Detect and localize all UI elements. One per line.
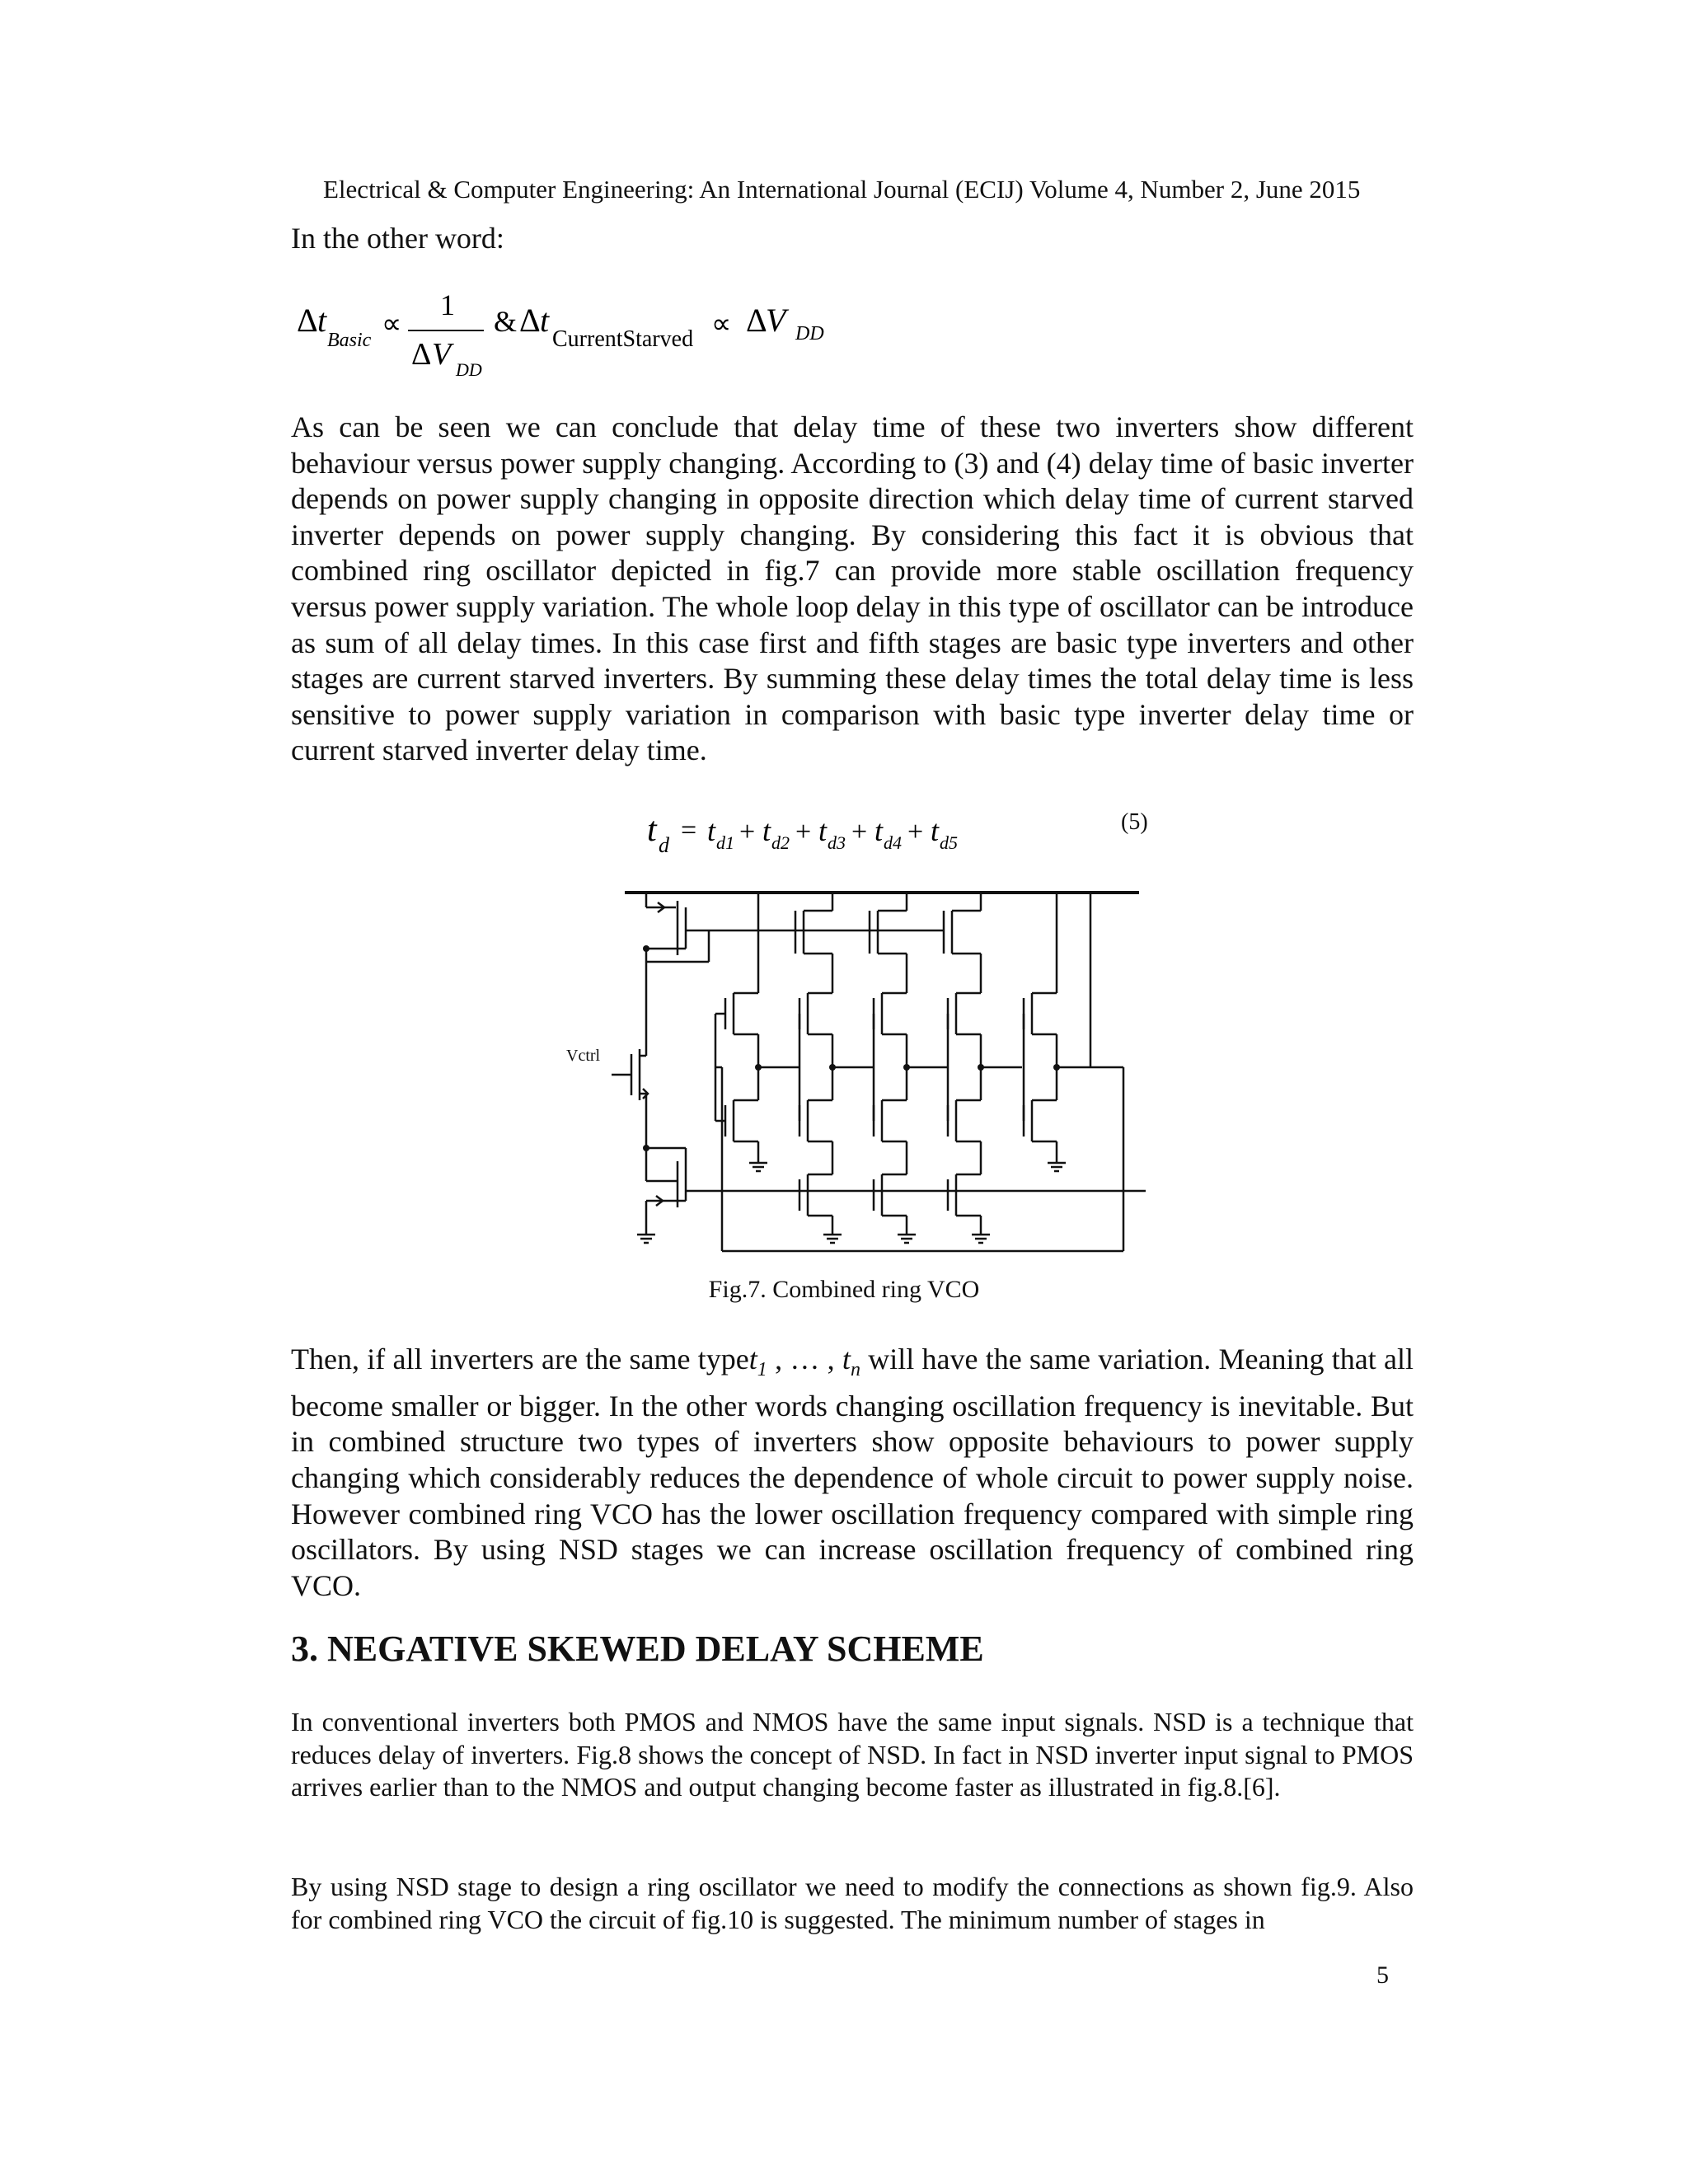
page-number: 5 — [1376, 1961, 1389, 1989]
eq2-term-1-t: t — [707, 814, 716, 847]
eq2-term-3-sub: d3 — [828, 832, 846, 853]
tn-subscript: n — [850, 1359, 860, 1381]
paragraph-2-ellipsis: , … , — [767, 1343, 842, 1376]
section-heading: 3. NEGATIVE SKEWED DELAY SCHEME — [291, 1629, 984, 1669]
eq1-numerator: 1 — [440, 290, 455, 321]
paragraph-2-part-2: will have the same variation. Meaning that all become smaller or bigger. In the other words changing oscillation frequency is inevitable. But in combined structure two types of inverters show opposite behaviours to power supply changing which considerably reduces the dependence of whole circuit to power supply noise. However combined ring VCO has the lower oscillation frequency compared with simple ring oscillators. By using NSD stages we can increase oscillation frequency of combined ring VCO. — [291, 1343, 1414, 1602]
t1-subscript: 1 — [757, 1359, 767, 1381]
eq2-plus-3: + — [851, 817, 868, 847]
figure-caption: Fig.7. Combined ring VCO — [708, 1276, 980, 1303]
inverter-stage-1 — [715, 893, 799, 1156]
eq2-term-4-sub: d4 — [884, 832, 902, 853]
eq2-term-3-t: t — [818, 814, 828, 847]
eq1-delta-2: Δ — [519, 302, 541, 339]
eq2-term-2-t: t — [762, 814, 771, 847]
eq2-lhs: t — [647, 811, 657, 849]
eq1-den-v: V — [432, 337, 452, 372]
eq2-term-4-t: t — [874, 814, 884, 847]
paragraph-4: By using NSD stage to design a ring oscillator we need to modify the connections as shown fig.9. Also for combined ring VCO the circuit of fig.10 is suggested. The minimum number of stages in — [291, 1872, 1414, 1934]
eq2-equals: = — [681, 815, 697, 846]
paragraph-3: In conventional inverters both PMOS and NMOS have the same input signals. NSD is a technique that reduces delay of inverters. Fig.8 shows the concept of NSD. In fact in NSD inverter input signal to PMOS arrives earlier than to the NMOS and output changing become faster as illustrated in fig.8.[6]. — [291, 1707, 1414, 1802]
eq1-amp: & — [494, 305, 518, 338]
equation-number: (5) — [1121, 809, 1148, 835]
eq1-delta: Δ — [297, 302, 318, 339]
eq1-den-delta: Δ — [411, 337, 432, 372]
vctrl-nmos-transistor — [612, 981, 648, 1148]
eq2-plus-2: + — [795, 817, 812, 847]
inverter-stage-2 — [795, 893, 874, 1228]
inverter-stage-4 — [944, 893, 1022, 1228]
bias-pmos-transistor — [646, 893, 709, 981]
tn-symbol: t — [842, 1343, 851, 1376]
inverter-stage-5 — [1024, 893, 1090, 1156]
eq1-delta-3: Δ — [746, 302, 767, 339]
paragraph-2 — [291, 1342, 1414, 1604]
eq2-term-5-t: t — [931, 814, 940, 847]
vctrl-label: Vctrl — [566, 1047, 601, 1065]
eq1-cs-sub: CurrentStarved — [552, 326, 694, 352]
eq1-den-dd: DD — [456, 359, 482, 380]
lead-in-text: In the other word: — [291, 222, 504, 255]
t1-symbol: t — [748, 1343, 757, 1376]
equation-1 — [293, 290, 870, 381]
eq1-t-2: t — [540, 302, 550, 339]
running-header: Electrical & Computer Engineering: An International Journal (ECIJ) Volume 4, Number 2, June 2015 — [323, 175, 1361, 204]
paragraph-2-part-1: Then, if all inverters are the same type — [291, 1343, 749, 1376]
eq1-dd-sub: DD — [795, 323, 824, 344]
eq1-v: V — [766, 302, 786, 339]
eq2-term-5-sub: d5 — [940, 832, 958, 853]
eq2-term-2-sub: d2 — [771, 832, 790, 853]
eq2-term-1-sub: d1 — [716, 832, 734, 853]
eq1-prop-2: ∝ — [711, 309, 732, 340]
eq2-plus-4: + — [907, 817, 924, 847]
circuit-diagram — [560, 878, 1154, 1265]
equation-2 — [643, 806, 1006, 864]
eq2-lhs-sub: d — [659, 833, 669, 857]
eq1-basic-sub: Basic — [327, 330, 372, 351]
eq1-t: t — [317, 302, 327, 339]
eq2-plus-1: + — [739, 817, 756, 847]
paragraph-1: As can be seen we can conclude that delay time of these two inverters show different behaviour versus power supply changing. According to (3) and (4) delay time of basic inverter depends on power supply changing in opposite direction which delay time of current starved inverter depends on power supply changing. By considering this fact it is obvious that combined ring oscillator depicted in fig.7 can provide more stable oscillation frequency versus power supply variation. The whole loop delay in this type of oscillator can be introduce as sum of all delay times. In this case first and fifth stages are basic type inverters and other stages are current starved inverters. By summing these delay times the total delay time is less sensitive to power supply variation in comparison with basic type inverter delay time or current starved inverter delay time. — [291, 410, 1414, 767]
inverter-stage-3 — [870, 893, 948, 1228]
eq1-prop-1: ∝ — [382, 309, 402, 340]
